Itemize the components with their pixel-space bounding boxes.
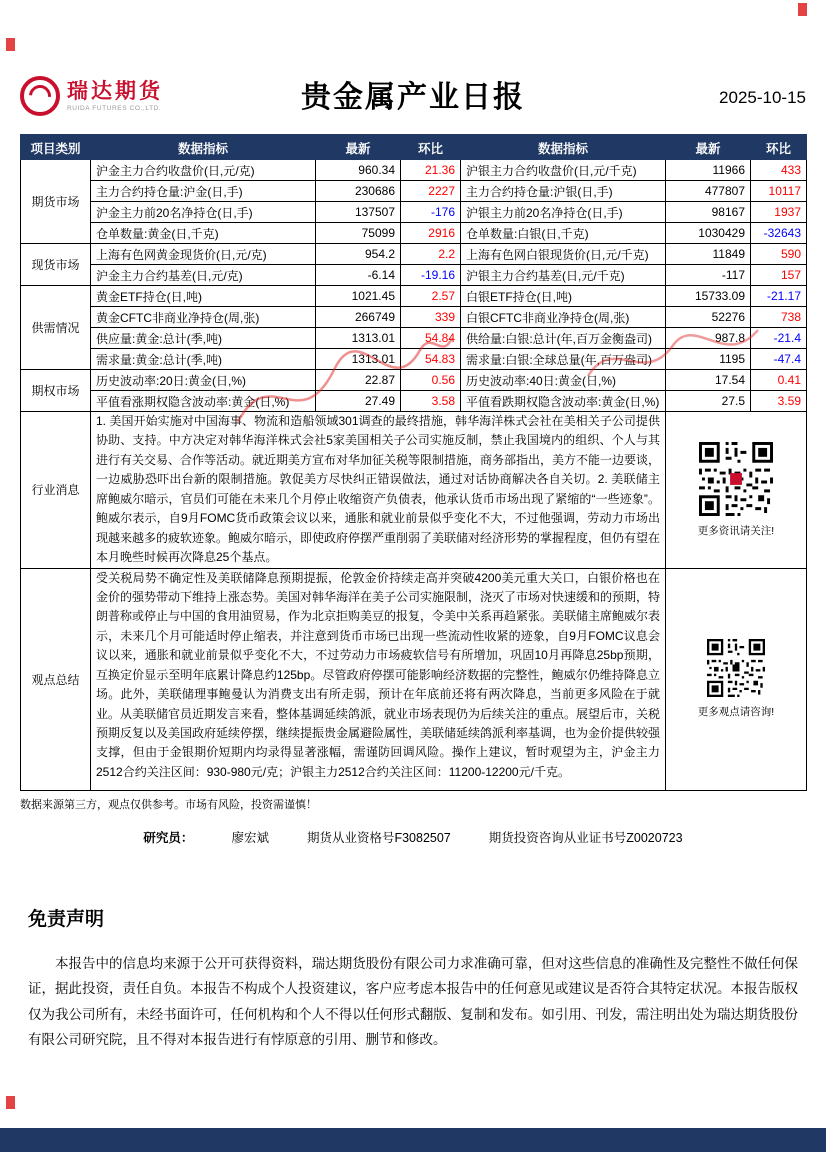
change-value: 21.36 <box>401 160 461 181</box>
change-value: 0.56 <box>401 370 461 391</box>
page-title: 贵金属产业日报 <box>301 81 525 114</box>
indicator-label: 上海有色网黄金现货价(日,元/克) <box>91 244 316 265</box>
col-header-change: 环比 <box>751 136 807 160</box>
brand-name: 瑞达期货 <box>67 79 163 103</box>
change-value: 2227 <box>401 181 461 202</box>
indicator-label: 白银ETF持仓(日,吨) <box>461 286 666 307</box>
researcher-qualification-2: 期货投资咨询从业证书号Z0020723 <box>488 830 683 845</box>
change-value: -47.4 <box>751 349 807 370</box>
table-row <box>21 223 807 244</box>
latest-value: 98167 <box>666 202 751 223</box>
latest-value: 27.5 <box>666 391 751 412</box>
table-row <box>21 286 807 307</box>
col-header-latest: 最新 <box>316 136 401 160</box>
change-value: -19.16 <box>401 265 461 286</box>
researcher-label: 研究员： <box>143 830 194 845</box>
indicator-label: 黄金CFTC非商业净持仓(周,张) <box>91 307 316 328</box>
change-value: 738 <box>751 307 807 328</box>
latest-value: 17.54 <box>666 370 751 391</box>
latest-value: 1313.01 <box>316 349 401 370</box>
change-value: 10117 <box>751 181 807 202</box>
indicator-label: 主力合约持仓量:沪银(日,手) <box>461 181 666 202</box>
indicator-label: 仓单数量:白银(日,千克) <box>461 223 666 244</box>
latest-value: -6.14 <box>316 265 401 286</box>
news-qr-cell <box>666 412 807 569</box>
latest-value: 954.2 <box>316 244 401 265</box>
industry-news-text: 1. 美国开始实施对中国海事、物流和造船领域301调查的最终措施，韩华海洋株式会社在美相关子公司提供协助、支持。中方决定对韩华海洋株式会社5家美国相关子公司实施反制，禁止我国境内的组织、个人与其进行有关交易、合作等活动。就近期美方宣布对华加征关税等限制措施，商务部指出，美方不能一边要谈，一边威胁恐吓出台新的限制措施。敦促美方尽快纠正错误做法，通过对话协商解决各自关切。2. 美联储主席鲍威尔暗示，官员们可能在未来几个月停止收缩资产负债表，他承认货币市场出现了紧缩的“一些迹象”。鲍威尔表示，自9月FOMC货币政策会议以来，通胀和就业前景似乎变化不大，不过他强调，劳动力市场出现越来越多的疲软迹象。鲍威尔暗示，即使政府停摆严重削弱了美联储对经济形势的掌握程度，但仍有望在本月晚些时候再次降息25个基点。 <box>91 412 666 569</box>
brand-logo <box>20 76 163 116</box>
table-row <box>21 328 807 349</box>
indicator-label: 沪金主力合约收盘价(日,元/克) <box>91 160 316 181</box>
latest-value: 1313.01 <box>316 328 401 349</box>
change-value: 3.59 <box>751 391 807 412</box>
latest-value: 15733.09 <box>666 286 751 307</box>
latest-value: 230686 <box>316 181 401 202</box>
change-value: 2.2 <box>401 244 461 265</box>
bottom-bar <box>0 1128 826 1152</box>
change-value: 433 <box>751 160 807 181</box>
disclaimer-body: 本报告中的信息均来源于公开可获得资料，瑞达期货股份有限公司力求准确可靠，但对这些信息的准确性及完整性不做任何保证，据此投资，责任自负。本报告不构成个人投资建议，客户应考虑本报告中的任何意见或建议是否符合其特定状况。本报告版权仅为我公司所有，未经书面许可，任何机构和个人不得以任何形式翻版、复制和发布。如引用、刊发，需注明出处为瑞达期货股份有限公司研究院，且不得对本报告进行有悖原意的引用、删节和修改。 <box>28 955 798 1048</box>
col-header-indicator: 数据指标 <box>461 136 666 160</box>
latest-value: 1195 <box>666 349 751 370</box>
latest-value: 987.8 <box>666 328 751 349</box>
change-value: 339 <box>401 307 461 328</box>
latest-value: 52276 <box>666 307 751 328</box>
latest-value: 11966 <box>666 160 751 181</box>
qr-code-icon <box>699 442 773 516</box>
col-header-indicator: 数据指标 <box>91 136 316 160</box>
disclaimer-title: 免责声明 <box>28 908 105 930</box>
table-row <box>21 391 807 412</box>
table-row <box>21 349 807 370</box>
table-row <box>21 307 807 328</box>
table-row <box>21 265 807 286</box>
researcher-name: 廖宏斌 <box>231 830 269 845</box>
indicator-label: 历史波动率:40日:黄金(日,%) <box>461 370 666 391</box>
viewpoint-summary-text: 受关税局势不确定性及美联储降息预期提振，伦敦金价持续走高并突破4200美元重大关口，白银价格也在金价的强势带动下维持上涨态势。美国对韩华海洋在美子公司实施限制，浇灭了市场对快速缓和的预期，特朗普称或停止与中国的食用油贸易，作为北京拒购美豆的报复，令美中关系再趋紧张。美联储主席鲍威尔表示，未来几个月可能适时停止缩表，并注意到货币市场已出现一些流动性收紧的迹象，自9月FOMC议息会议以来，通胀和就业前景似乎变化不大，不过劳动力市场疲软信号有所增加，巩固10月再降息25bp预期，互换定价显示至明年底累计降息约125bp。尽管政府停摆可能影响经济数据的完整性，鲍威尔仍维持降息立场。此外，美联储理事鲍曼认为消费支出有所走弱，预计在年底前还将有两次降息，当前更多风险在于就业。从美联储官员近期发言来看，整体基调延续鸽派，就业市场表现仍为后续关注的重点。展望后市，关税预期反复以及美国政府延续停摆，继续提振贵金属避险属性，美联储延续鸽派利率基调，也为金价提供较强支撑，但由于金银期价短期内均录得显著涨幅，需谨防回调风险。操作上建议，暂时观望为主，沪金主力2512合约关注区间：930-980元/克；沪银主力2512合约关注区间：11200-12200元/千克。 <box>91 568 666 790</box>
indicator-label: 上海有色网白银现货价(日,元/千克) <box>461 244 666 265</box>
change-value: 2916 <box>401 223 461 244</box>
indicator-label: 沪银主力合约收盘价(日,元/千克) <box>461 160 666 181</box>
industry-news-row <box>21 412 807 569</box>
risk-note: 数据来源第三方，观点仅供参考。市场有风险，投资需谨慎！ <box>20 798 317 811</box>
viewpoint-summary-row <box>21 568 807 790</box>
indicator-label: 沪金主力合约基差(日,元/克) <box>91 265 316 286</box>
col-header-category: 项目类别 <box>21 136 91 160</box>
change-value: 54.83 <box>401 349 461 370</box>
change-value: -21.17 <box>751 286 807 307</box>
latest-value: 27.49 <box>316 391 401 412</box>
change-value: -176 <box>401 202 461 223</box>
indicator-label: 黄金ETF持仓(日,吨) <box>91 286 316 307</box>
latest-value: 960.34 <box>316 160 401 181</box>
change-value: 0.41 <box>751 370 807 391</box>
latest-value: 266749 <box>316 307 401 328</box>
category-cell: 供需情况 <box>21 286 91 370</box>
change-value: 54.84 <box>401 328 461 349</box>
indicator-label: 供给量:白银:总计(年,百万金衡盎司) <box>461 328 666 349</box>
indicator-label: 需求量:白银:全球总量(年,百万盎司) <box>461 349 666 370</box>
latest-value: 22.87 <box>316 370 401 391</box>
data-table <box>20 134 807 791</box>
category-cell: 现货市场 <box>21 244 91 286</box>
qr-code-icon <box>707 639 765 697</box>
indicator-label: 沪银主力前20名净持仓(日,手) <box>461 202 666 223</box>
col-header-change: 环比 <box>401 136 461 160</box>
table-row <box>21 160 807 181</box>
indicator-label: 平值看涨期权隐含波动率:黄金(日,%) <box>91 391 316 412</box>
indicator-label: 历史波动率:20日:黄金(日,%) <box>91 370 316 391</box>
change-value: 1937 <box>751 202 807 223</box>
table-row <box>21 370 807 391</box>
table-row <box>21 244 807 265</box>
col-header-latest: 最新 <box>666 136 751 160</box>
brand-logo-icon <box>20 76 60 116</box>
category-cell: 行业消息 <box>21 412 91 569</box>
indicator-label: 沪银主力合约基差(日,元/千克) <box>461 265 666 286</box>
category-cell: 观点总结 <box>21 568 91 790</box>
table-row <box>21 181 807 202</box>
indicator-label: 仓单数量:黄金(日,千克) <box>91 223 316 244</box>
latest-value: 137507 <box>316 202 401 223</box>
indicator-label: 需求量:黄金:总计(季,吨) <box>91 349 316 370</box>
latest-value: -117 <box>666 265 751 286</box>
indicator-label: 平值看跌期权隐含波动率:黄金(日,%) <box>461 391 666 412</box>
latest-value: 477807 <box>666 181 751 202</box>
indicator-label: 沪金主力前20名净持仓(日,手) <box>91 202 316 223</box>
qr-caption: 更多资讯请关注! <box>697 524 775 537</box>
category-cell: 期权市场 <box>21 370 91 412</box>
change-value: 157 <box>751 265 807 286</box>
indicator-label: 供应量:黄金:总计(季,吨) <box>91 328 316 349</box>
change-value: 590 <box>751 244 807 265</box>
table-row <box>21 202 807 223</box>
category-cell: 期货市场 <box>21 160 91 244</box>
change-value: 2.57 <box>401 286 461 307</box>
change-value: -32643 <box>751 223 807 244</box>
report-date: 2025-10-15 <box>719 88 806 107</box>
indicator-label: 主力合约持仓量:沪金(日,手) <box>91 181 316 202</box>
indicator-label: 白银CFTC非商业净持仓(周,张) <box>461 307 666 328</box>
change-value: 3.58 <box>401 391 461 412</box>
latest-value: 11849 <box>666 244 751 265</box>
qr-caption: 更多观点请咨询! <box>697 706 775 718</box>
latest-value: 1021.45 <box>316 286 401 307</box>
researcher-line <box>0 828 826 846</box>
latest-value: 1030429 <box>666 223 751 244</box>
change-value: -21.4 <box>751 328 807 349</box>
latest-value: 75099 <box>316 223 401 244</box>
brand-subtitle: RUIDA FUTURES CO.,LTD. <box>67 105 162 113</box>
summary-qr-cell <box>666 568 807 790</box>
table-header-row <box>21 136 807 160</box>
researcher-qualification-1: 期货从业资格号F3082507 <box>306 830 451 845</box>
report-header <box>20 70 806 126</box>
